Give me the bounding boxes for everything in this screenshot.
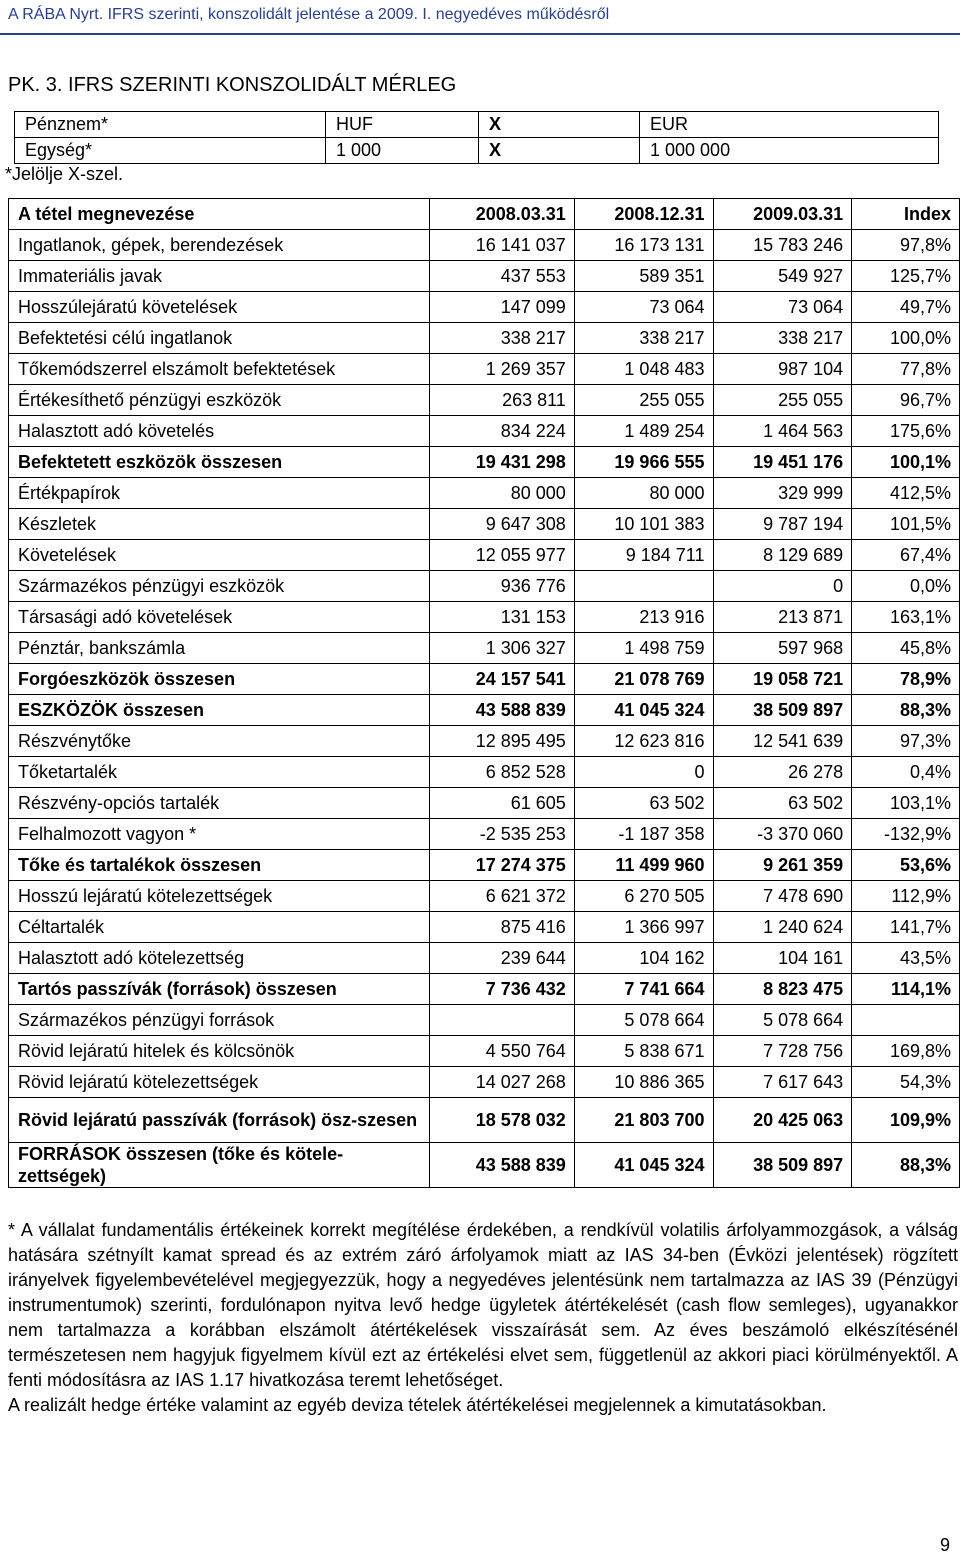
value-2009-03-31: 38 509 897 — [713, 695, 852, 726]
column-header-date-1: 2008.03.31 — [430, 199, 575, 230]
value-2008-03-31: 263 811 — [430, 385, 575, 416]
table-row — [9, 788, 960, 819]
value-2008-03-31: 17 274 375 — [430, 850, 575, 881]
value-2008-03-31: 12 895 495 — [430, 726, 575, 757]
value-2008-03-31: 239 644 — [430, 943, 575, 974]
index-value: 97,3% — [852, 726, 960, 757]
index-value: 163,1% — [852, 602, 960, 633]
row-label: Származékos pénzügyi források — [9, 1005, 430, 1036]
value-2009-03-31: 7 728 756 — [713, 1036, 852, 1067]
value-2008-03-31: 1 269 357 — [430, 354, 575, 385]
row-label: Származékos pénzügyi eszközök — [9, 571, 430, 602]
table-row — [9, 292, 960, 323]
index-value: 101,5% — [852, 509, 960, 540]
table-row — [9, 230, 960, 261]
value-2008-03-31: 437 553 — [430, 261, 575, 292]
table-row — [9, 509, 960, 540]
table-row — [9, 261, 960, 292]
footnote — [8, 1218, 958, 1418]
value-2009-03-31: 15 783 246 — [713, 230, 852, 261]
value-2009-03-31: 8 129 689 — [713, 540, 852, 571]
value-2008-03-31: 18 578 032 — [430, 1098, 575, 1143]
value-2009-03-31: 549 927 — [713, 261, 852, 292]
row-label: Befektetett eszközök összesen — [9, 447, 430, 478]
value-2008-03-31: 19 431 298 — [430, 447, 575, 478]
value-2008-03-31: 14 027 268 — [430, 1067, 575, 1098]
footnote-paragraph-2: A realizált hedge értéke valamint az egyéb deviza tételek átértékelései megjelennek a kimutatásokban. — [8, 1395, 827, 1415]
row-label: Befektetési célú ingatlanok — [9, 323, 430, 354]
column-header-item: A tétel megnevezése — [9, 199, 430, 230]
index-value: 412,5% — [852, 478, 960, 509]
index-value: 0,0% — [852, 571, 960, 602]
table-row — [9, 974, 960, 1005]
value-2008-12-31: 41 045 324 — [574, 695, 713, 726]
value-2008-12-31: 0 — [574, 757, 713, 788]
row-label: Értékpapírok — [9, 478, 430, 509]
row-label: Követelések — [9, 540, 430, 571]
value-2008-12-31: 10 101 383 — [574, 509, 713, 540]
currency-mark: X — [479, 112, 640, 138]
value-2008-03-31 — [430, 1005, 575, 1036]
value-2008-03-31: 24 157 541 — [430, 664, 575, 695]
index-value: 169,8% — [852, 1036, 960, 1067]
value-2009-03-31: 255 055 — [713, 385, 852, 416]
value-2008-03-31: 43 588 839 — [430, 1143, 575, 1188]
table-row — [9, 695, 960, 726]
value-2009-03-31: 597 968 — [713, 633, 852, 664]
value-2008-12-31: 1 048 483 — [574, 354, 713, 385]
table-header-row — [9, 199, 960, 230]
row-label: Értékesíthető pénzügyi eszközök — [9, 385, 430, 416]
table-row — [9, 1143, 960, 1188]
index-value: 114,1% — [852, 974, 960, 1005]
value-2008-12-31: 11 499 960 — [574, 850, 713, 881]
value-2008-12-31: 213 916 — [574, 602, 713, 633]
value-2009-03-31: 213 871 — [713, 602, 852, 633]
value-2009-03-31: 104 161 — [713, 943, 852, 974]
unit-label: Egység* — [15, 138, 326, 164]
value-2008-03-31: 61 605 — [430, 788, 575, 819]
value-2009-03-31: 12 541 639 — [713, 726, 852, 757]
table-row — [9, 540, 960, 571]
value-2008-12-31: -1 187 358 — [574, 819, 713, 850]
row-label: FORRÁSOK összesen (tőke és kötele-zettségek) — [9, 1143, 430, 1188]
index-value: 100,0% — [852, 323, 960, 354]
row-label: Rövid lejáratú kötelezettségek — [9, 1067, 430, 1098]
currency-note: *Jelölje X-szel. — [5, 164, 124, 184]
column-header-date-2: 2008.12.31 — [574, 199, 713, 230]
value-2009-03-31: 63 502 — [713, 788, 852, 819]
table-row — [9, 354, 960, 385]
row-label: Tőketartalék — [9, 757, 430, 788]
value-2008-12-31: 10 886 365 — [574, 1067, 713, 1098]
value-2008-12-31: 5 078 664 — [574, 1005, 713, 1036]
value-2008-03-31: 43 588 839 — [430, 695, 575, 726]
unit-option-million: 1 000 000 — [640, 138, 939, 164]
row-label: Tőke és tartalékok összesen — [9, 850, 430, 881]
currency-option-huf: HUF — [326, 112, 479, 138]
value-2008-12-31: 63 502 — [574, 788, 713, 819]
row-label: ESZKÖZÖK összesen — [9, 695, 430, 726]
index-value: 43,5% — [852, 943, 960, 974]
value-2008-12-31: 6 270 505 — [574, 881, 713, 912]
index-value: 78,9% — [852, 664, 960, 695]
index-value: 109,9% — [852, 1098, 960, 1143]
currency-label: Pénznem* — [15, 112, 326, 138]
value-2008-03-31: 1 306 327 — [430, 633, 575, 664]
section-title: PK. 3. IFRS SZERINTI KONSZOLIDÁLT MÉRLEG — [8, 74, 457, 96]
row-label: Felhalmozott vagyon * — [9, 819, 430, 850]
header-divider — [0, 33, 960, 35]
table-row — [9, 881, 960, 912]
value-2009-03-31: 1 240 624 — [713, 912, 852, 943]
value-2008-12-31: 9 184 711 — [574, 540, 713, 571]
value-2009-03-31: 73 064 — [713, 292, 852, 323]
value-2009-03-31: 9 787 194 — [713, 509, 852, 540]
value-2009-03-31: 0 — [713, 571, 852, 602]
index-value: 0,4% — [852, 757, 960, 788]
value-2009-03-31: 7 617 643 — [713, 1067, 852, 1098]
value-2008-12-31: 12 623 816 — [574, 726, 713, 757]
value-2009-03-31: 20 425 063 — [713, 1098, 852, 1143]
index-value: -132,9% — [852, 819, 960, 850]
index-value: 112,9% — [852, 881, 960, 912]
value-2008-12-31: 73 064 — [574, 292, 713, 323]
column-header-date-3: 2009.03.31 — [713, 199, 852, 230]
index-value: 97,8% — [852, 230, 960, 261]
value-2008-03-31: 4 550 764 — [430, 1036, 575, 1067]
value-2008-12-31: 1 366 997 — [574, 912, 713, 943]
value-2009-03-31: 26 278 — [713, 757, 852, 788]
currency-option-eur: EUR — [640, 112, 939, 138]
row-label: Tőkemódszerrel elszámolt befektetések — [9, 354, 430, 385]
value-2009-03-31: 329 999 — [713, 478, 852, 509]
value-2008-03-31: 7 736 432 — [430, 974, 575, 1005]
value-2008-03-31: 9 647 308 — [430, 509, 575, 540]
index-value: 141,7% — [852, 912, 960, 943]
table-row — [9, 416, 960, 447]
row-label: Társasági adó követelések — [9, 602, 430, 633]
index-value: 67,4% — [852, 540, 960, 571]
value-2008-12-31: 19 966 555 — [574, 447, 713, 478]
value-2008-12-31: 104 162 — [574, 943, 713, 974]
column-header-index: Index — [852, 199, 960, 230]
index-value — [852, 1005, 960, 1036]
value-2008-03-31: -2 535 253 — [430, 819, 575, 850]
value-2008-12-31: 1 489 254 — [574, 416, 713, 447]
value-2009-03-31: 987 104 — [713, 354, 852, 385]
value-2009-03-31: 9 261 359 — [713, 850, 852, 881]
table-row — [9, 1036, 960, 1067]
value-2009-03-31: 19 451 176 — [713, 447, 852, 478]
index-value: 125,7% — [852, 261, 960, 292]
value-2009-03-31: 1 464 563 — [713, 416, 852, 447]
index-value: 100,1% — [852, 447, 960, 478]
index-value: 54,3% — [852, 1067, 960, 1098]
value-2009-03-31: 7 478 690 — [713, 881, 852, 912]
table-row — [9, 943, 960, 974]
table-row — [9, 757, 960, 788]
value-2008-12-31: 7 741 664 — [574, 974, 713, 1005]
unit-option-thousand: 1 000 — [326, 138, 479, 164]
table-row — [9, 571, 960, 602]
value-2008-12-31: 338 217 — [574, 323, 713, 354]
value-2008-03-31: 936 776 — [430, 571, 575, 602]
value-2008-12-31: 21 078 769 — [574, 664, 713, 695]
value-2008-03-31: 338 217 — [430, 323, 575, 354]
table-row — [9, 1098, 960, 1143]
row-label: Halasztott adó kötelezettség — [9, 943, 430, 974]
value-2009-03-31: 38 509 897 — [713, 1143, 852, 1188]
value-2009-03-31: 19 058 721 — [713, 664, 852, 695]
unit-mark: X — [479, 138, 640, 164]
value-2008-12-31: 41 045 324 — [574, 1143, 713, 1188]
index-value: 96,7% — [852, 385, 960, 416]
value-2009-03-31: 8 823 475 — [713, 974, 852, 1005]
value-2009-03-31: 338 217 — [713, 323, 852, 354]
row-label: Részvény-opciós tartalék — [9, 788, 430, 819]
row-label: Céltartalék — [9, 912, 430, 943]
value-2008-03-31: 12 055 977 — [430, 540, 575, 571]
value-2008-03-31: 6 621 372 — [430, 881, 575, 912]
value-2008-12-31: 21 803 700 — [574, 1098, 713, 1143]
value-2008-12-31: 80 000 — [574, 478, 713, 509]
balance-sheet-table — [8, 198, 960, 1188]
index-value: 88,3% — [852, 695, 960, 726]
row-label: Rövid lejáratú hitelek és kölcsönök — [9, 1036, 430, 1067]
index-value: 103,1% — [852, 788, 960, 819]
footnote-paragraph-1: * A vállalat fundamentális értékeinek korrekt megítélése érdekében, a rendkívül volatilis árfolyammozgások, a válság hatására szétnyílt kamat spread és az extrém záró árfolyamok miatt az IAS 34-ben (Évközi jelentések) rögzített irányelvek figyelembevételével megjegyezzük, hogy a negyedéves jelentésünk nem tartalmazza az IAS 39 (Pénzügyi instrumentumok) szerinti, fordulónapon nyitva levő hedge ügyletek átértékelését (cash flow semleges), ugyanakkor nem tartalmazza a korábban elszámolt átértékelések visszaírását sem. Az éves beszámoló elkészítésénél természetesen nem hagyjuk figyelmem kívül ezt az értékelési elvet sem, függetlenül az akkori piaci körülményektől. A fenti módosításra az IAS 1.17 hivatkozása teremt lehetőséget. — [8, 1220, 958, 1390]
value-2008-12-31: 5 838 671 — [574, 1036, 713, 1067]
unit-row — [15, 138, 939, 164]
index-value: 53,6% — [852, 850, 960, 881]
table-row — [9, 633, 960, 664]
row-label: Tartós passzívák (források) összesen — [9, 974, 430, 1005]
index-value: 49,7% — [852, 292, 960, 323]
row-label: Készletek — [9, 509, 430, 540]
row-label: Hosszú lejáratú kötelezettségek — [9, 881, 430, 912]
row-label: Halasztott adó követelés — [9, 416, 430, 447]
table-row — [9, 385, 960, 416]
value-2008-03-31: 6 852 528 — [430, 757, 575, 788]
value-2008-03-31: 131 153 — [430, 602, 575, 633]
table-row — [9, 912, 960, 943]
page-number: 9 — [940, 1535, 951, 1555]
table-row — [9, 1005, 960, 1036]
table-row — [9, 726, 960, 757]
value-2008-12-31 — [574, 571, 713, 602]
value-2009-03-31: 5 078 664 — [713, 1005, 852, 1036]
value-2008-03-31: 834 224 — [430, 416, 575, 447]
value-2008-12-31: 589 351 — [574, 261, 713, 292]
header-text: A RÁBA Nyrt. IFRS szerinti, konszolidált jelentése a 2009. I. negyedéves működésről — [8, 6, 610, 23]
index-value: 88,3% — [852, 1143, 960, 1188]
table-row — [9, 478, 960, 509]
value-2008-12-31: 255 055 — [574, 385, 713, 416]
value-2008-12-31: 1 498 759 — [574, 633, 713, 664]
index-value: 77,8% — [852, 354, 960, 385]
row-label: Hosszúlejáratú követelések — [9, 292, 430, 323]
table-row — [9, 602, 960, 633]
table-row — [9, 323, 960, 354]
table-row — [9, 1067, 960, 1098]
value-2009-03-31: -3 370 060 — [713, 819, 852, 850]
index-value: 45,8% — [852, 633, 960, 664]
currency-row — [15, 112, 939, 138]
value-2008-03-31: 875 416 — [430, 912, 575, 943]
table-row — [9, 850, 960, 881]
row-label: Pénztár, bankszámla — [9, 633, 430, 664]
table-row — [9, 664, 960, 695]
page-header — [0, 0, 960, 33]
row-label: Ingatlanok, gépek, berendezések — [9, 230, 430, 261]
value-2008-03-31: 80 000 — [430, 478, 575, 509]
value-2008-03-31: 16 141 037 — [430, 230, 575, 261]
row-label: Rövid lejáratú passzívák (források) ösz-szesen — [9, 1098, 430, 1143]
currency-table — [14, 111, 939, 164]
value-2008-12-31: 16 173 131 — [574, 230, 713, 261]
value-2008-03-31: 147 099 — [430, 292, 575, 323]
table-body — [9, 230, 960, 1188]
table-row — [9, 447, 960, 478]
table-row — [9, 819, 960, 850]
row-label: Részvénytőke — [9, 726, 430, 757]
row-label: Immateriális javak — [9, 261, 430, 292]
index-value: 175,6% — [852, 416, 960, 447]
row-label: Forgóeszközök összesen — [9, 664, 430, 695]
